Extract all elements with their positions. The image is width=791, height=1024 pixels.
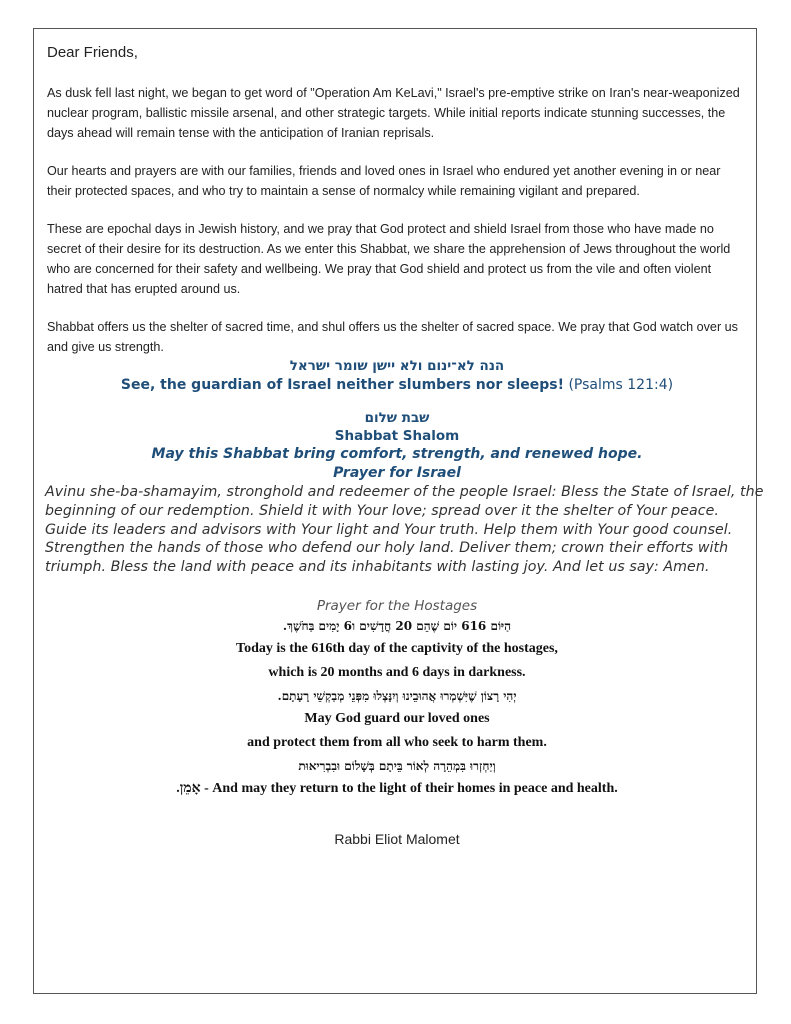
- shabbat-english: Shabbat Shalom: [334, 428, 460, 444]
- shabbat-block: [47, 409, 747, 483]
- paragraph-4: Shabbat offers us the shelter of sacred time, and shul offers us the shelter of sacred space. We pray that God watch over us and give us strength.: [47, 320, 738, 354]
- hostages-english-1: Today is the 616th day of the captivity of the hostages,: [236, 640, 558, 656]
- verse-citation: (Psalms 121:4): [568, 377, 674, 393]
- verse-english-line: [47, 375, 747, 395]
- prayer-israel-text: Avinu she-ba-shamayim, stronghold and redeemer of the people Israel: Bless the State of Israel, the beginning of our redemption. Shield it with Your love; spread over it the shelter of Your peace. Guide its leaders and advisors with Your light and Your truth. Help them with Your good counsel. Strengthen the hands of those who defend our holy land. Deliver them; crown their efforts with triumph. Bless the land with peace and its inhabitants with lasting joy. And let us say: Amen.: [45, 484, 764, 576]
- paragraph-1: As dusk fell last night, we began to get word of "Operation Am KeLavi," Israel's pre-emptive strike on Iran's near-weaponized nuclear program, ballistic missile arsenal, and other strategic targets. While initial reports indicate stunning successes, the days ahead will remain tense with the anticipation of Iranian reprisals.: [47, 86, 740, 140]
- hostages-block: [47, 597, 747, 801]
- hostages-closing-line: [47, 777, 747, 801]
- hostages-english-2: which is 20 months and 6 days in darkness.: [268, 664, 526, 680]
- hostages-hebrew-2: יְהִי רָצוֹן שֶׁיִּשְׁמְרוּ אֲהוּבֵינוּ וְיִנָּצְלוּ מִפְּנֵי מְבַקְשֵׁי רָעָתָם.: [277, 688, 517, 703]
- shabbat-hebrew: שבת שלום: [364, 410, 430, 426]
- verse-block: [47, 357, 747, 395]
- letter-body: [45, 44, 764, 847]
- hostages-hebrew-1: הַיּוֹם 616 יוֹם שֶׁהֵם 20 חֳדָשִׁים ו6 יָמִים בַּחֹשֶׁךְ.: [282, 618, 512, 633]
- signature: Rabbi Eliot Malomet: [334, 830, 460, 847]
- greeting: Dear Friends,: [47, 44, 138, 61]
- verse-hebrew: הנה לא־ינום ולא יישן שומר ישראל: [289, 358, 505, 374]
- paragraph-3: These are epochal days in Jewish history, and we pray that God protect and shield Israel from those who have made no secret of their desire for its destruction. As we enter this Shabbat, we share the apprehension of Jews throughout the world who are concerned for their safety and wellbeing. We pray that God shield and protect us from the vile and often violent hatred that has erupted around us.: [47, 222, 731, 296]
- hostages-title: Prayer for the Hostages: [316, 597, 478, 614]
- verse-english: See, the guardian of Israel neither slumbers nor sleeps!: [120, 377, 565, 393]
- shabbat-wish: May this Shabbat bring comfort, strength, and renewed hope.: [151, 446, 643, 462]
- hostages-english-4: and protect them from all who seek to harm them.: [247, 734, 547, 750]
- hostages-hebrew-3: וְיַחְזְרוּ בִּמְהֵרָה לְאוֹר בֵּיתָם בְּשָׁלוֹם וּבִבְרִיאוּת: [298, 758, 496, 773]
- amen-hebrew: אָמֵן.: [176, 780, 201, 796]
- paragraph-2: Our hearts and prayers are with our families, friends and loved ones in Israel who endured yet another evening in or near their protected spaces, and who try to maintain a sense of normalcy while remaining vigilant and prepared.: [47, 164, 721, 198]
- prayer-israel-title: Prayer for Israel: [333, 465, 461, 481]
- hostages-english-5: - And may they return to the light of their homes in peace and health.: [204, 780, 618, 796]
- hostages-english-3: May God guard our loved ones: [304, 710, 490, 726]
